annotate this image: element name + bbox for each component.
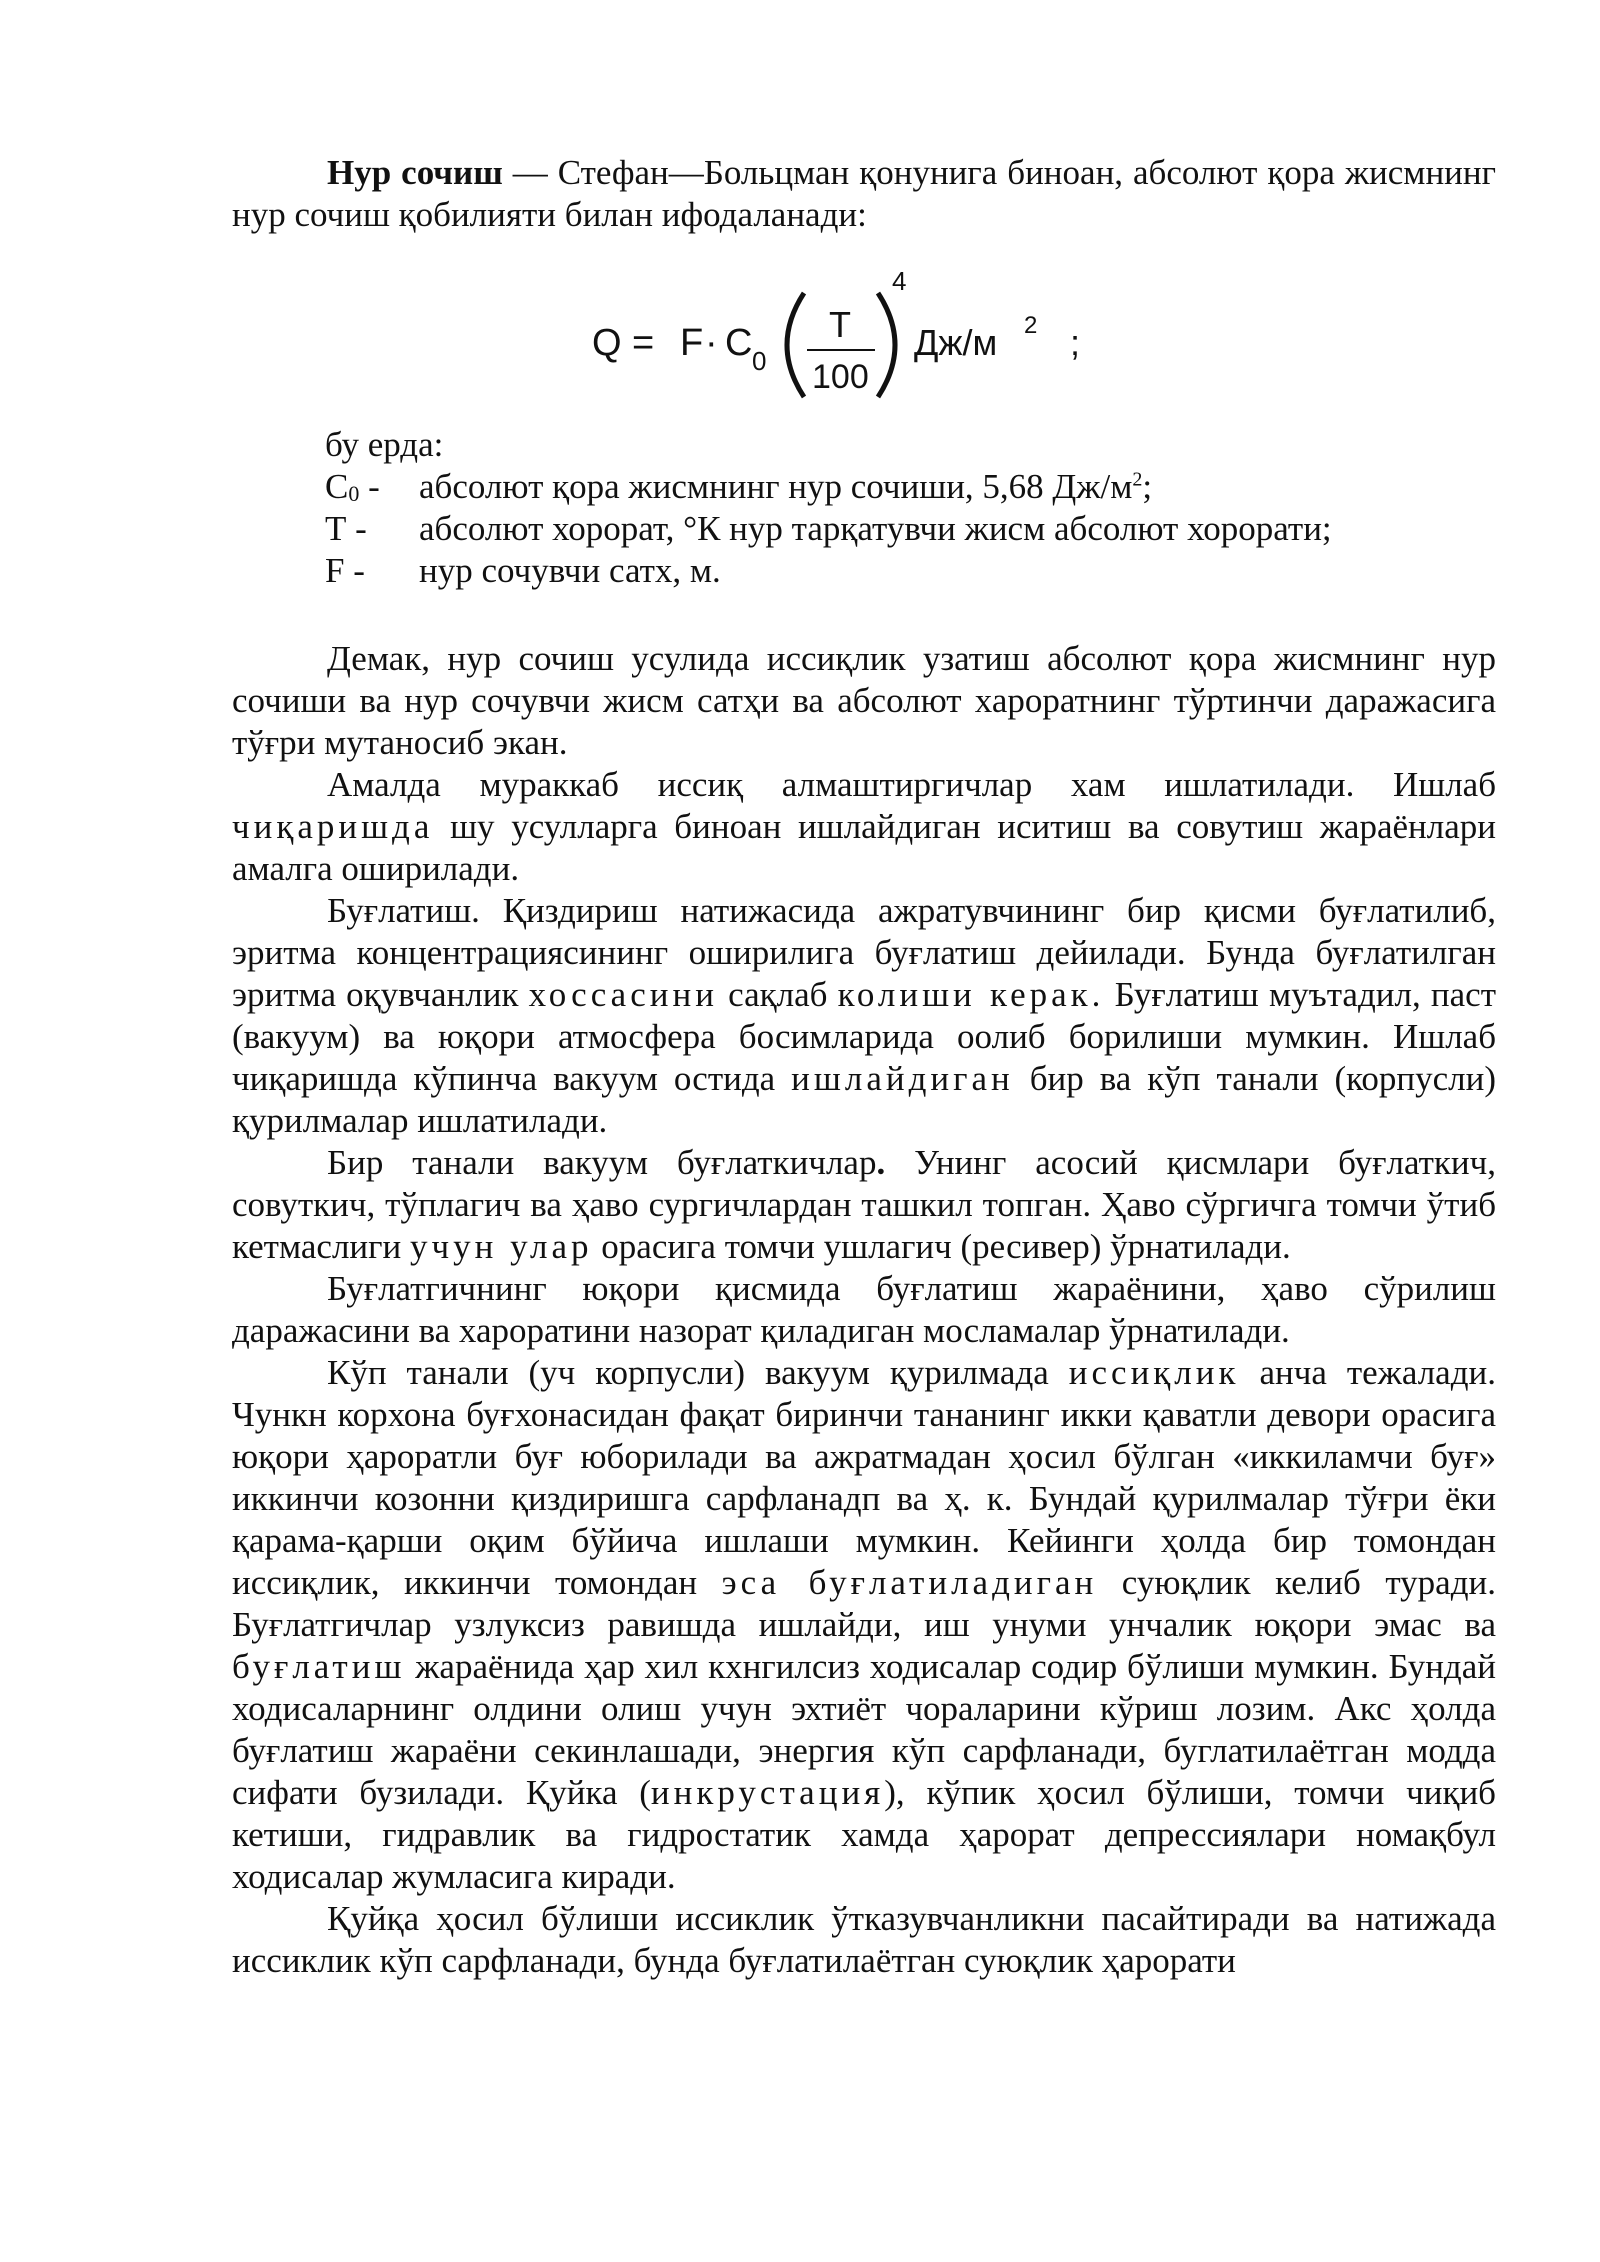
formula-semicolon: ; [1070, 322, 1081, 363]
definitions [325, 424, 1525, 592]
formula-c: C [725, 322, 753, 364]
formula-power: 4 [892, 266, 907, 296]
formula-f: F [680, 322, 704, 364]
paragraph-5: Буғлатгичнинг юқори қисмида буғлатиш жараёнини, ҳаво сўрилиш даражасини ва хароратини назорат қиладиган мосламалар ўрнатилади. [232, 1269, 1496, 1350]
stefan-boltzmann-formula [592, 255, 1152, 425]
symbol-f: F - [325, 551, 365, 590]
formula-unit: Дж/м [914, 322, 998, 363]
left-paren [787, 293, 804, 397]
symbol-t: Т - [325, 509, 367, 548]
text-t: абсолют хорорат, °К нур тарқатувчи жисм абсолют хорорати; [419, 509, 1332, 548]
text-f: нур сочувчи сатх, м. [419, 551, 721, 590]
formula-denominator: 100 [812, 358, 869, 396]
paragraph-4: Бир танали вакуум буғлаткичлар. Унинг асосий қисмлари буғлаткич, совуткич, тўплагич ва ҳаво сургичлардан ташкил топган. Ҳаво сўргичга томчи ўтиб кетмаслиги учун улар орасига томчи ушлагич (ресивер) ўрнатилади. [232, 1143, 1496, 1266]
formula-unit-power: 2 [1024, 312, 1038, 339]
intro-text: — Стефан—Больцман қонунига биноан, абсолют қора жисмнинг нур сочиш қобилияти билан ифодаланади: [232, 153, 1496, 234]
formula-eq: = [632, 322, 655, 364]
paragraph-6: Кўп танали (уч корпусли) вакуум қурилмада иссиқлик анча тежалади. Чункн корхона буғхонасидан фақат биринчи тананинг икки қаватли девори орасига юқори ҳароратли буғ юборилади ва ажратмадан ҳосил бўлган «иккиламчи буғ» иккинчи козонни қиздиришга сарфланадп ва ҳ. к. Бундай қурилмалар тўғри ёки қарама-қарши оқим бўйича ишлаши мумкин. Кейинги ҳолда бир томондан иссиқлик, иккинчи томондан эса буғлатиладиган суюқлик келиб туради. Буғлатгичлар узлуксиз равишда ишлайди, иш унуми унчалик юқори эмас ва буғлатиш жараёнида ҳар хил кхнгилсиз ходисалар содир бўлиши мумкин. Бундай ходисаларнинг олдини олиш учун эхтиёт чораларини кўриш лозим. Акс ҳолда буғлатиш жараёни секинлашади, энергия кўп сарфланади, буглатилаётган модда сифати бузилади. Қуйка (инкрустация), кўпик ҳосил бўлиши, томчи чиқиб кетиши, гидравлик ва гидростатик хамда ҳарорат депрессиялари номақбул ходисалар жумласига киради. [232, 1353, 1496, 1896]
text-c0: абсолют қора жисмнинг нур сочиши, 5,68 $Дж/м^2$; [419, 467, 1153, 506]
paragraph-3: Буғлатиш. Қиздириш натижасида ажратувчининг бир қисми буғлатилиб, эритма концентрациясининг оширилига буғлатиш дейилади. Бунда буғлатилган эритма оқувчанлик хоссасини сақлаб колиши керак. Буғлатиш муътадил, паст (вакуум) ва юқори атмосфера босимларида оолиб борилиши мумкин. Ишлаб чиқаришда кўпинча вакуум остида ишлайдиган бир ва кўп танали (корпусли) қурилмалар ишлатилади. [232, 891, 1496, 1140]
definitions-lead: бу ерда: [325, 425, 444, 464]
formula-q: Q [592, 322, 622, 364]
definition-t [325, 508, 1525, 550]
intro-block [232, 152, 1496, 236]
formula-numerator: T [829, 304, 851, 345]
paragraph-7: Қуйқа ҳосил бўлиши иссиклик ўтказувчанликни пасайтиради ва натижада иссиклик кўп сарфланади, бунда буғлатилаётган суюқлик ҳарорати [232, 1899, 1496, 1980]
symbol-c0: $С_0$ - [325, 467, 380, 506]
body-block [232, 638, 1496, 1982]
definition-f [325, 550, 1525, 592]
intro-paragraph [232, 152, 1496, 236]
definition-c0 [325, 466, 1525, 508]
term-heading: Нур сочиш [327, 153, 503, 192]
paragraph-1: Демак, нур сочиш усулида иссиқлик узатиш абсолют қора жисмнинг нур сочиши ва нур сочувчи жисм сатҳи ва абсолют хароратнинг тўртинчи даражасига тўғри мутаносиб экан. [232, 639, 1496, 762]
right-paren [878, 293, 895, 397]
formula-dot: · [705, 322, 718, 364]
formula-c-sub: 0 [752, 346, 767, 376]
paragraph-2: Амалда мураккаб иссиқ алмаштиргичлар хам ишлатилади. Ишлаб чиқаришда шу усулларга биноан ишлайдиган иситиш ва совутиш жараёнлари амалга оширилади. [232, 765, 1496, 888]
